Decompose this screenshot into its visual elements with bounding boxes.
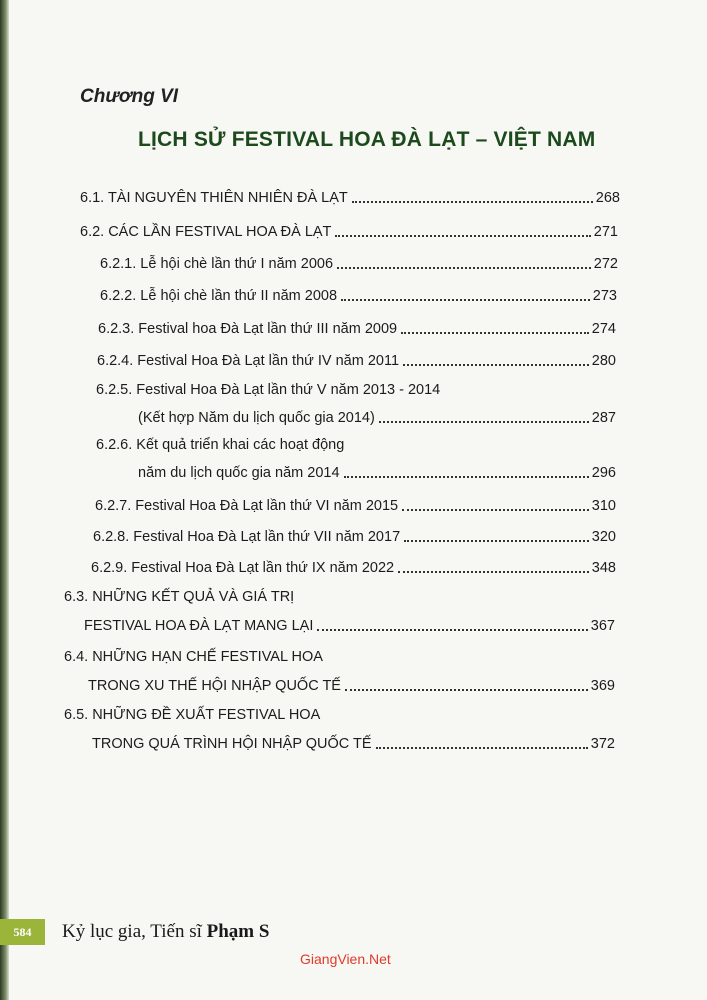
toc-page-number: 369 [590,678,615,694]
chapter-title: LỊCH SỬ FESTIVAL HOA ĐÀ LẠT – VIỆT NAM [138,128,596,151]
toc-entry-6-2-5[interactable] [138,409,616,427]
toc-entry-6-4[interactable] [88,677,615,695]
toc-page-number: 271 [593,224,618,240]
toc-dot-leader [335,234,590,237]
toc-entry-label: 6.2.3. Festival hoa Đà Lạt lần thứ III năm 2009 [98,321,398,337]
chapter-label: Chương VI [80,86,179,107]
toc-dot-leader [379,420,589,423]
toc-page-number: 348 [591,560,616,576]
toc-page-number: 268 [595,190,620,206]
footer-author-name: Phạm S [206,921,270,942]
toc-entry-6-2-2[interactable] [100,287,617,305]
toc-entry-label: 6.2.1. Lễ hội chè lần thứ I năm 2006 [100,256,334,272]
toc-page-number: 274 [591,321,616,337]
toc-entry-6-5-line1[interactable]: 6.5. NHỮNG ĐỀ XUẤT FESTIVAL HOA [64,707,321,723]
toc-dot-leader [401,331,589,334]
watermark-text: GiangVien.Net [300,951,391,967]
toc-entry-6-2-6-line1[interactable]: 6.2.6. Kết quả triển khai các hoạt động [96,437,345,453]
toc-entry-6-2-5-line1[interactable]: 6.2.5. Festival Hoa Đà Lạt lần thứ V năm 2013 - 2014 [96,382,441,398]
toc-entry-label: 6.2.9. Festival Hoa Đà Lạt lần thứ IX năm 2022 [91,560,395,576]
toc-entry-label: 6.2.2. Lễ hội chè lần thứ II năm 2008 [100,288,338,304]
toc-page-number: 320 [591,529,616,545]
toc-entry-label: TRONG QUÁ TRÌNH HỘI NHẬP QUỐC TẾ [92,736,372,752]
toc-page-number: 296 [591,465,616,481]
toc-entry-6-2-4[interactable] [97,352,616,370]
footer-author-prefix: Kỷ lục gia, Tiến sĩ [62,921,207,942]
toc-page-number: 372 [590,736,615,752]
toc-entry-6-2-1[interactable] [100,255,618,273]
toc-page-number: 367 [590,618,615,634]
toc-entry-6-2-7[interactable] [95,497,616,515]
toc-entry-label: (Kết hợp Năm du lịch quốc gia 2014) [138,410,375,426]
toc-entry-label: FESTIVAL HOA ĐÀ LẠT MANG LẠI [84,618,314,634]
toc-page-number: 280 [591,353,616,369]
footer-author [62,921,269,943]
toc-entry-6-5[interactable] [92,735,615,753]
toc-page-number: 287 [591,410,616,426]
toc-entry-6-2-6[interactable] [138,464,616,482]
toc-dot-leader [404,539,589,542]
toc-dot-leader [341,298,590,301]
toc-entry-6-3-line1[interactable]: 6.3. NHỮNG KẾT QUẢ VÀ GIÁ TRỊ [64,589,295,605]
toc-dot-leader [376,746,588,749]
toc-entry-6-4-line1[interactable]: 6.4. NHỮNG HẠN CHẾ FESTIVAL HOA [64,649,323,665]
toc-entry-label: TRONG XU THẾ HỘI NHẬP QUỐC TẾ [88,678,341,694]
toc-dot-leader [345,688,588,691]
footer-page-number: 584 [0,919,45,945]
toc-page-number: 272 [593,256,618,272]
toc-entry-6-1[interactable] [80,189,620,207]
toc-entry-label: 6.2.7. Festival Hoa Đà Lạt lần thứ VI năm 2015 [95,498,399,514]
toc-entry-6-3[interactable] [84,617,615,635]
toc-dot-leader [402,508,589,511]
toc-entry-label: 6.2. CÁC LẦN FESTIVAL HOA ĐÀ LẠT [80,224,332,240]
toc-entry-label: 6.2.8. Festival Hoa Đà Lạt lần thứ VII năm 2017 [93,529,401,545]
toc-page-number: 273 [592,288,617,304]
toc-dot-leader [337,266,591,269]
toc-dot-leader [398,570,589,573]
toc-entry-label: 6.1. TÀI NGUYÊN THIÊN NHIÊN ĐÀ LẠT [80,190,348,206]
toc-dot-leader [344,475,589,478]
toc-entry-6-2-9[interactable] [91,559,616,577]
book-spine-edge [0,0,9,1000]
toc-dot-leader [317,628,587,631]
toc-page-number: 310 [591,498,616,514]
toc-entry-6-2[interactable] [80,223,618,241]
toc-entry-label: 6.2.4. Festival Hoa Đà Lạt lần thứ IV năm 2011 [97,353,400,369]
toc-dot-leader [403,363,589,366]
toc-entry-label: năm du lịch quốc gia năm 2014 [138,465,340,481]
toc-entry-6-2-3[interactable] [98,320,616,338]
toc-entry-6-2-8[interactable] [93,528,616,546]
toc-dot-leader [352,200,593,203]
